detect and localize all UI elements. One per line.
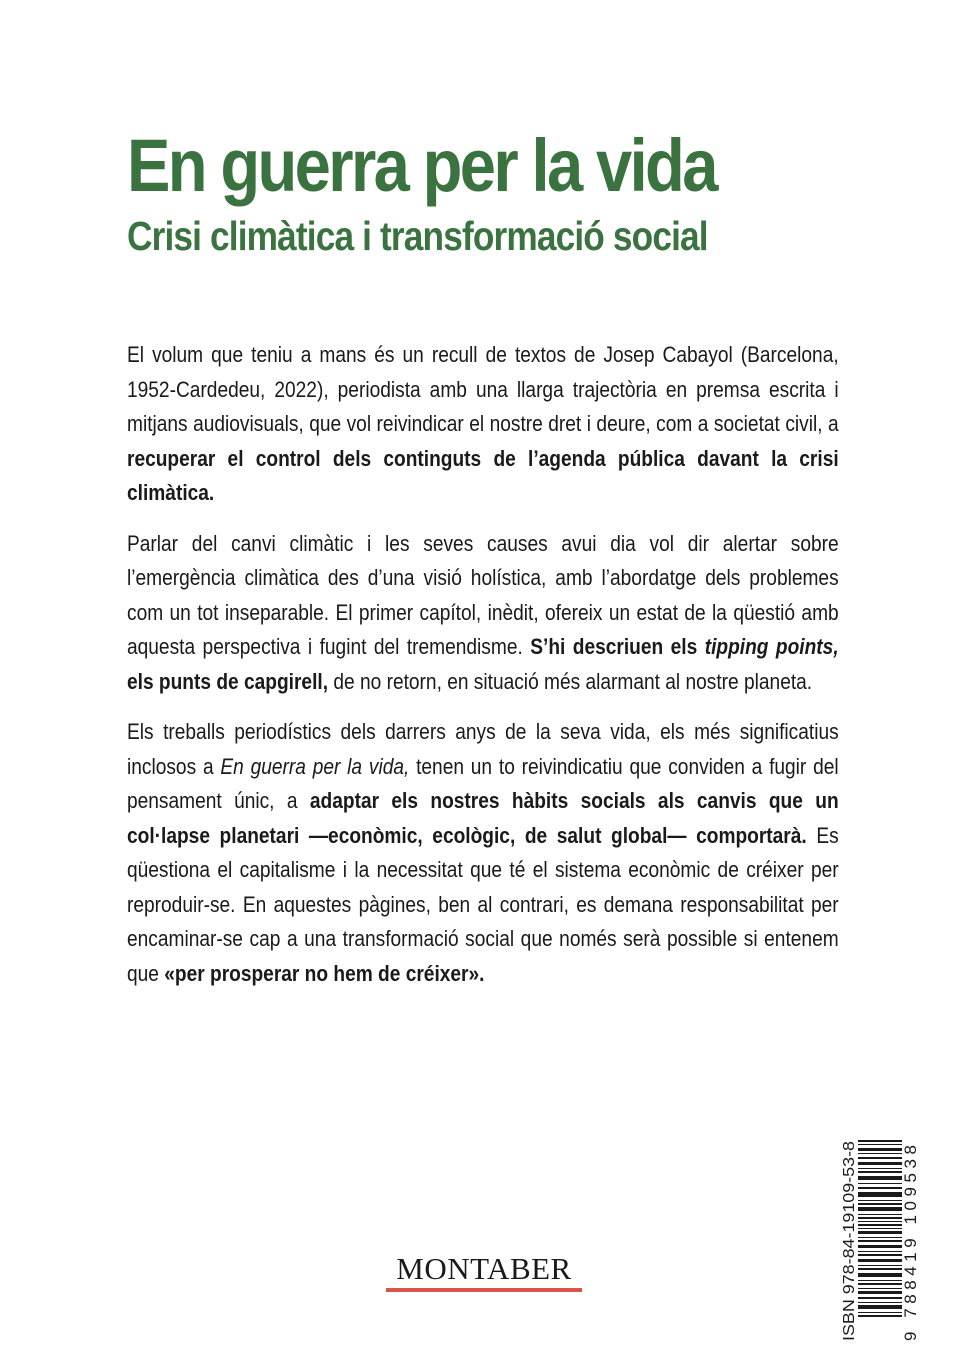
text-segment: El volum que teniu a mans és un recull de textos de Josep Cabayol (Barcelona, 1952-Cardedeu, 2022), periodista amb una llarga trajectòria en premsa escrita i mitjans audiovisuals, que vol reivindicar el nostre dret i deure, com a societat civil, a bbox=[127, 342, 839, 436]
book-subtitle: Crisi climàtica i transformació social bbox=[127, 213, 708, 259]
back-cover-blurb bbox=[127, 338, 839, 1007]
emphasis-segment: «per prosperar no hem de créixer». bbox=[164, 960, 485, 986]
emphasis-segment: S’hi descriuen els bbox=[530, 634, 705, 659]
paragraph-3 bbox=[127, 715, 839, 991]
publisher-logo bbox=[386, 1252, 582, 1292]
text-segment: de no retorn, en situació més alarmant al nostre planeta. bbox=[328, 668, 813, 694]
isbn-label: ISBN 978-84-19109-53-8 bbox=[841, 1167, 858, 1341]
text-segment: Es qüestiona el capitalisme i la necessitat que té el sistema econòmic de créixer per reproduir-se. En aquestes pàgines, ben al contrari, es demana responsabilitat per encaminar-se cap a una transformació social que només serà possible si entenem que bbox=[127, 822, 839, 986]
paragraph-1 bbox=[127, 338, 839, 511]
emphasis-segment: adaptar els nostres hàbits socials als canvis que un col·lapse planetari —econòmic, ecològic, de salut global— comportarà. bbox=[127, 788, 839, 848]
publisher-underline bbox=[386, 1288, 582, 1292]
barcode-digits: 9 788419 109538 bbox=[901, 1145, 920, 1341]
barcode-bars bbox=[858, 1140, 902, 1317]
text-segment: Els treballs periodístics dels darrers anys de la seva vida, els més significatius inclosos a bbox=[127, 719, 839, 779]
emphasis-italic-segment: tipping points, bbox=[704, 634, 839, 659]
book-title-block bbox=[127, 126, 847, 260]
book-title: En guerra per la vida bbox=[127, 124, 716, 207]
text-segment: tenen un to reivindicatiu que conviden a fugir del pensament únic, a bbox=[127, 753, 839, 813]
italic-segment: En guerra per la vida, bbox=[220, 753, 410, 779]
emphasis-segment: els punts de capgirell, bbox=[127, 668, 329, 694]
emphasis-segment: recuperar el control dels continguts de l’agenda pública davant la crisi climàtica. bbox=[127, 445, 839, 505]
paragraph-2 bbox=[127, 527, 839, 700]
publisher-name: MONTABER bbox=[396, 1251, 572, 1286]
text-segment: Parlar del canvi climàtic i les seves causes avui dia vol dir alertar sobre l’emergència climàtica des d’una visió holística, amb l’abordatge dels problemes com un tot inseparable. El primer capítol, inèdit, ofereix un estat de la qüestió amb aquesta perspectiva i fugint del tremendisme. bbox=[127, 530, 839, 659]
isbn-barcode bbox=[838, 1138, 918, 1343]
